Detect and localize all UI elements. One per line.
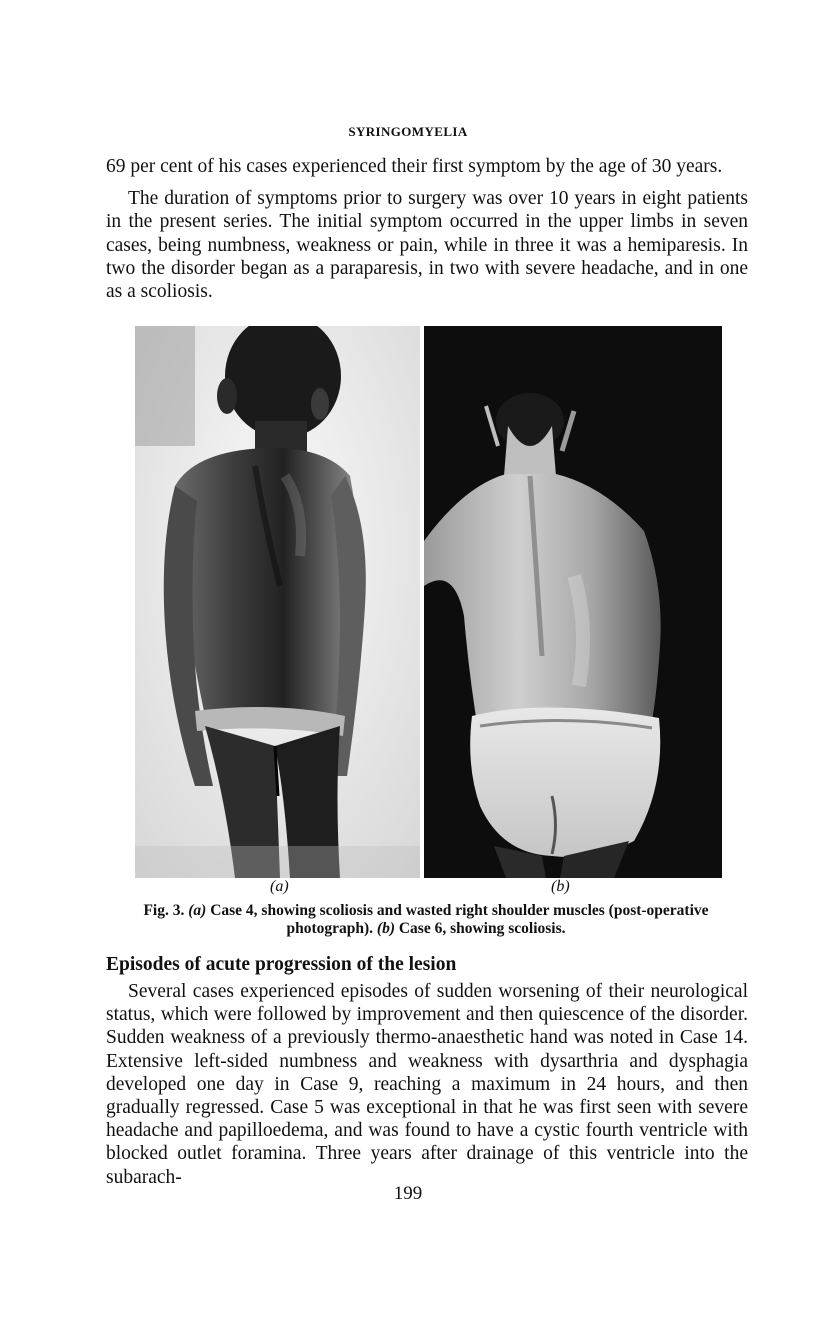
paragraph-3: Several cases experienced episodes of sudden worsening of their neurological status, which were followed by improvement and then quiescence of the disorder. Sudden weakness of a previously thermo-anaesthetic hand was noted in Case 14. Extensive left-sided numbness and weakness with dysarthria and dysphagia developed one day in Case 9, reaching a maximum in 24 hours, and then gradually regressed. Case 5 was exceptional in that he was first seen with severe headache and papilloedema, and was found to have a cystic fourth ventricle with blocked outlet foramina. Three years after drainage of this ventricle into the subarach- <box>106 981 748 1188</box>
caption-b-marker: (b) <box>376 919 395 937</box>
caption-a-text: Case 4, showing scoliosis and wasted right shoulder muscles (post-operative photograph). <box>210 902 709 937</box>
paragraph-1: 69 per cent of his cases experienced their first symptom by the age of 30 years. <box>106 156 723 177</box>
back-view-photo-b <box>424 326 722 878</box>
section-heading: Episodes of acute progression of the lesion <box>106 954 457 975</box>
panel-label-a: (a) <box>270 878 289 895</box>
running-head: SYRINGOMYELIA <box>348 124 468 139</box>
panel-label-b: (b) <box>551 878 570 895</box>
caption-b-text: Case 6, showing scoliosis. <box>398 919 566 937</box>
body-text-top <box>106 155 748 303</box>
back-view-photo-a <box>135 326 420 878</box>
photo-panel-a <box>135 326 420 878</box>
photo-panel-b <box>424 326 722 878</box>
figure-caption <box>120 902 732 937</box>
caption-a-marker: (a) <box>188 902 207 919</box>
paragraph-2: The duration of symptoms prior to surgery was over 10 years in eight patients in the present series. The initial symptom occurred in the upper limbs in seven cases, being numbness, weakness or pain, while in three it was a hemiparesis. In two the disorder began as a paraparesis, in two with severe headache, and in one as a scoliosis. <box>106 188 748 303</box>
page-number: 199 <box>393 1183 423 1204</box>
body-text-bottom <box>106 980 748 1189</box>
figure-3 <box>135 326 723 878</box>
caption-lead: Fig. 3. <box>143 902 185 919</box>
